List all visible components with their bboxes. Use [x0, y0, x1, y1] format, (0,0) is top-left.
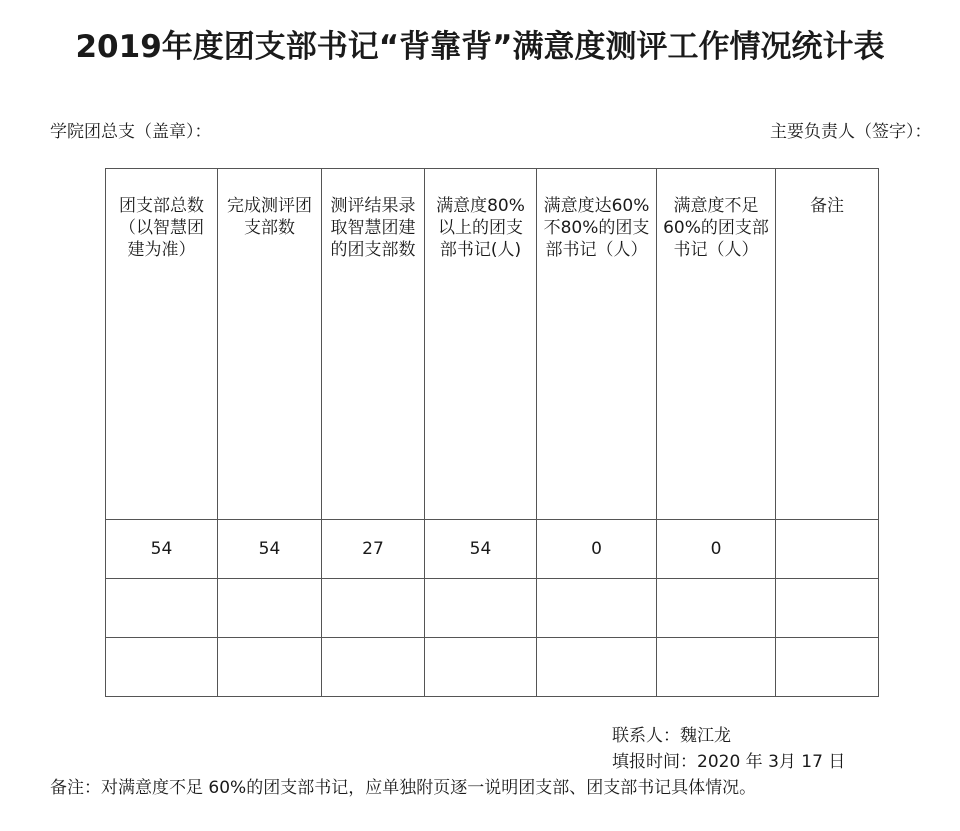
- table-cell: 0: [537, 520, 657, 579]
- table-cell: [218, 579, 322, 638]
- header-cell-text: 满意度不足 60%的团支部书记（人）: [663, 196, 769, 260]
- table-cell: [776, 579, 879, 638]
- table-cell: 54: [218, 520, 322, 579]
- footnote: 备注：对满意度不足 60%的团支部书记，应单独附页逐一说明团支部、团支部书记具体情况。: [50, 778, 757, 798]
- table-cell: [776, 520, 879, 579]
- table-cell: [425, 638, 537, 697]
- header-cell-text: 完成测评团支部数: [227, 196, 312, 238]
- page-title: 2019年度团支部书记“背靠背”满意度测评工作情况统计表: [75, 29, 885, 65]
- table-cell: [106, 638, 218, 697]
- table-cell: [218, 638, 322, 697]
- header-cell-text: 测评结果录取智慧团建的团支部数: [330, 196, 416, 260]
- table-cell: 54: [425, 520, 537, 579]
- header-above-80: [425, 169, 537, 520]
- fill-date: 填报时间：2020 年 3月 17 日: [612, 752, 846, 772]
- table-cell: [322, 638, 425, 697]
- table-row: [106, 520, 879, 579]
- signer-label: [770, 120, 930, 144]
- table-cell: 54: [106, 520, 218, 579]
- table-cell: [657, 638, 776, 697]
- table-cell: 27: [322, 520, 425, 579]
- table-cell: [537, 638, 657, 697]
- contact-person: 联系人：魏江龙: [612, 726, 731, 746]
- header-total-branches: [106, 169, 218, 520]
- table-cell: 0: [657, 520, 776, 579]
- table-row: [106, 638, 879, 697]
- header-recorded-branches: [322, 169, 425, 520]
- college-seal-label: 学院团总支（盖章）：: [50, 122, 212, 142]
- table-cell: [322, 579, 425, 638]
- header-completed-branches: [218, 169, 322, 520]
- header-below-60: [657, 169, 776, 520]
- signer-label-text: 主要负责人（签字）：: [770, 122, 932, 142]
- header-cell-text: 满意度达60%不80%的团支部书记（人）: [543, 196, 650, 260]
- table-row: [106, 579, 879, 638]
- table-cell: [106, 579, 218, 638]
- table-cell: [537, 579, 657, 638]
- header-cell-text: 备注: [810, 196, 844, 216]
- header-cell-text: 满意度80%以上的团支部书记(人): [436, 196, 525, 260]
- header-remarks: [776, 169, 879, 520]
- table-cell: [776, 638, 879, 697]
- header-60-to-80: [537, 169, 657, 520]
- statistics-table: [105, 168, 879, 697]
- header-cell-text: 团支部总数（以智慧团建为准）: [119, 196, 204, 260]
- table-header-row: [106, 169, 879, 520]
- table-cell: [657, 579, 776, 638]
- table-cell: [425, 579, 537, 638]
